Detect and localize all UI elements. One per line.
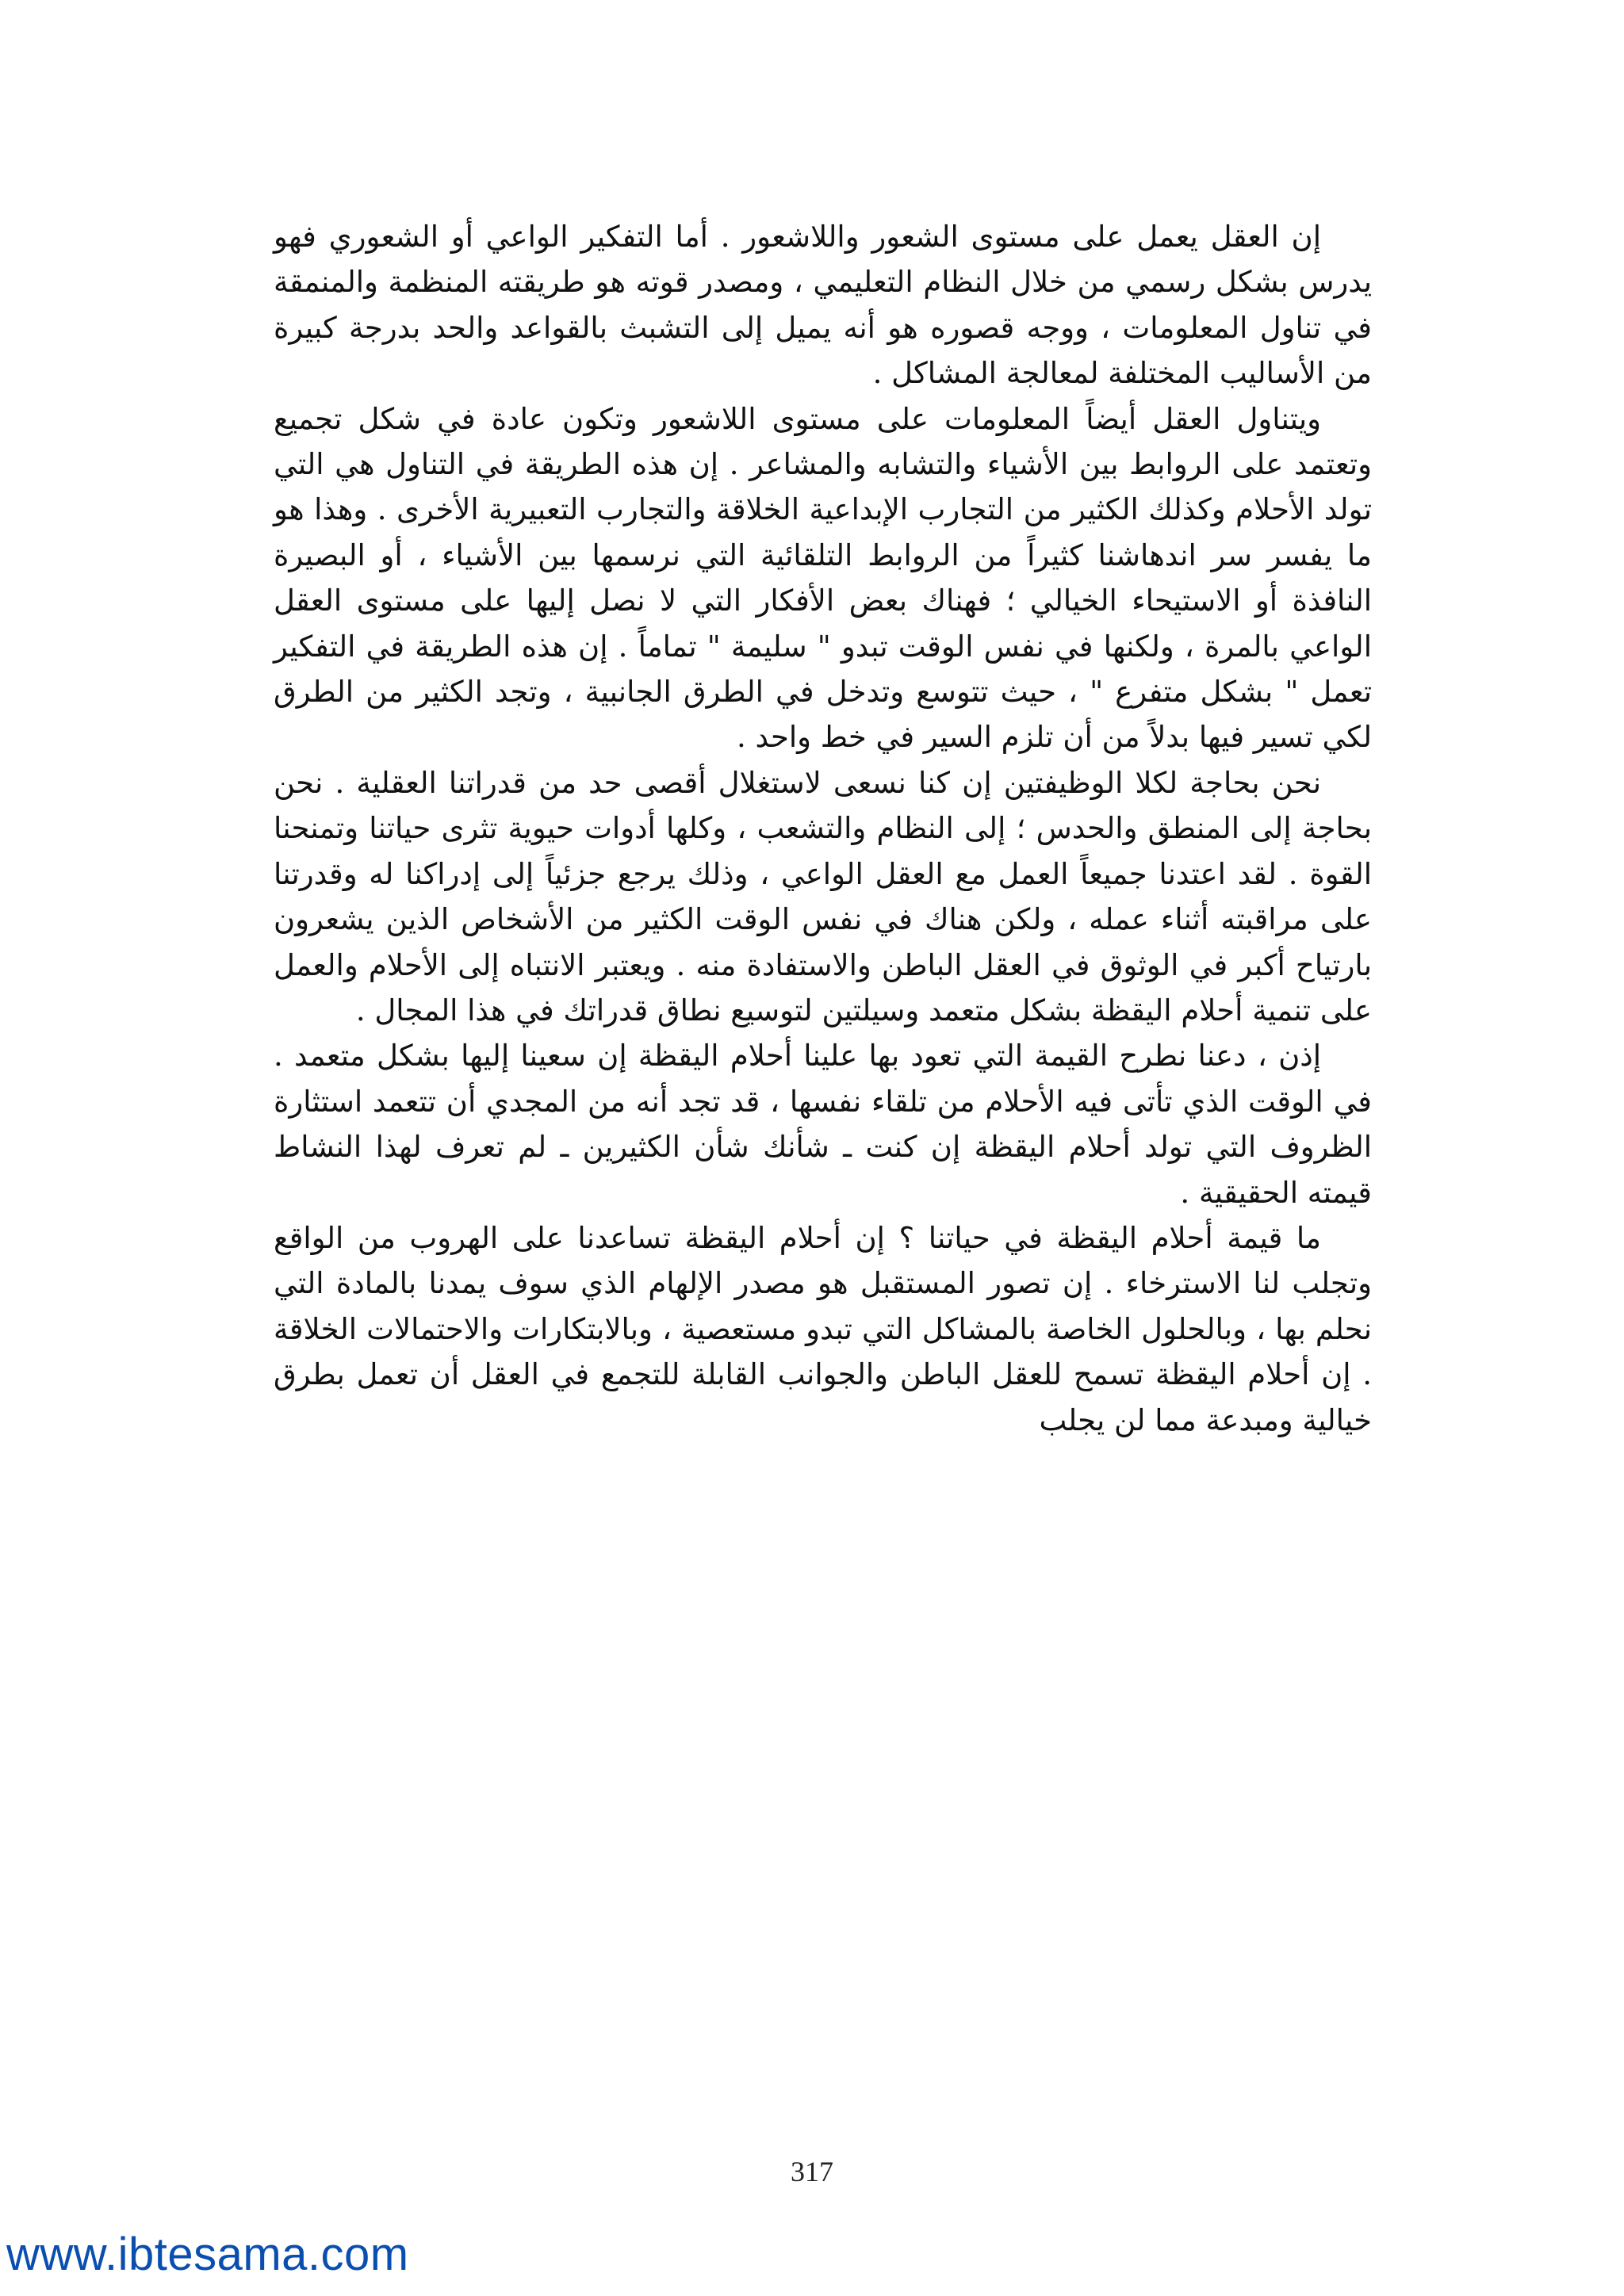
website-watermark: www.ibtesama.com bbox=[6, 2229, 409, 2280]
paragraph-4: إذن ، دعنا نطرح القيمة التي تعود بها علينا أحلام اليقظة إن سعينا إليها بشكل متعمد . في الوقت الذي تأتى فيه الأحلام من تلقاء نفسها ، قد تجد أنه من المجدي أن تتعمد استثارة الظروف التي تولد أحلام اليقظة إن كنت ـ شأنك شأن الكثيرين ـ لم تعرف لهذا النشاط قيمته الحقيقية . bbox=[274, 1039, 1372, 1210]
page-number: 317 bbox=[791, 2156, 833, 2187]
paragraph-1: إن العقل يعمل على مستوى الشعور واللاشعور . أما التفكير الواعي أو الشعوري فهو يدرس بشكل رسمي من خلال النظام التعليمي ، ومصدر قوته هو طريقته المنظمة والمنمقة في تناول المعلومات ، ووجه قصوره هو أنه يميل إلى التشبث بالقواعد والحد بدرجة كبيرة من الأساليب المختلفة لمعالجة المشاكل . bbox=[274, 220, 1372, 391]
paragraph-2: ويتناول العقل أيضاً المعلومات على مستوى اللاشعور وتكون عادة في شكل تجميع وتعتمد على الروابط بين الأشياء والتشابه والمشاعر . إن هذه الطريقة في التناول هي التي تولد الأحلام وكذلك الكثير من التجارب الإبداعية الخلاقة والتجارب التعبيرية الأخرى . وهذا هو ما يفسر سر اندهاشنا كثيراً من الروابط التلقائية التي نرسمها بين الأشياء ، أو البصيرة النافذة أو الاستيحاء الخيالي ؛ فهناك بعض الأفكار التي لا نصل إليها على مستوى العقل الواعي بالمرة ، ولكنها في نفس الوقت تبدو " سليمة " تماماً . إن هذه الطريقة في التفكير تعمل " بشكل متفرع " ، حيث تتوسع وتدخل في الطرق الجانبية ، وتجد الكثير من الطرق لكي تسير فيها بدلاً من أن تلزم السير في خط واحد . bbox=[274, 401, 1372, 755]
body-text bbox=[274, 214, 1372, 1443]
paragraph-3: نحن بحاجة لكلا الوظيفتين إن كنا نسعى لاستغلال أقصى حد من قدراتنا العقلية . نحن بحاجة إلى المنطق والحدس ؛ إلى النظام والتشعب ، وكلها أدوات حيوية تثرى حياتنا وتمنحنا القوة . لقد اعتدنا جميعاً العمل مع العقل الواعي ، وذلك يرجع جزئياً إلى إدراكنا له وقدرتنا على مراقبته أثناء عمله ، ولكن هناك في نفس الوقت الكثير من الأشخاص الذين يشعرون بارتياح أكبر في الوثوق في العقل الباطن والاستفادة منه . ويعتبر الانتباه إلى الأحلام والعمل على تنمية أحلام اليقظة بشكل متعمد وسيلتين لتوسيع نطاق قدراتك في هذا المجال . bbox=[274, 765, 1372, 1027]
paragraph-5: ما قيمة أحلام اليقظة في حياتنا ؟ إن أحلام اليقظة تساعدنا على الهروب من الواقع وتجلب لنا الاسترخاء . إن تصور المستقبل هو مصدر الإلهام الذي سوف يمدنا بالمادة التي نحلم بها ، وبالحلول الخاصة بالمشاكل التي تبدو مستعصية ، وبالابتكارات والاحتمالات الخلاقة . إن أحلام اليقظة تسمح للعقل الباطن والجوانب القابلة للتجمع في العقل أن تعمل بطرق خيالية ومبدعة مما لن يجلب bbox=[274, 1220, 1372, 1437]
